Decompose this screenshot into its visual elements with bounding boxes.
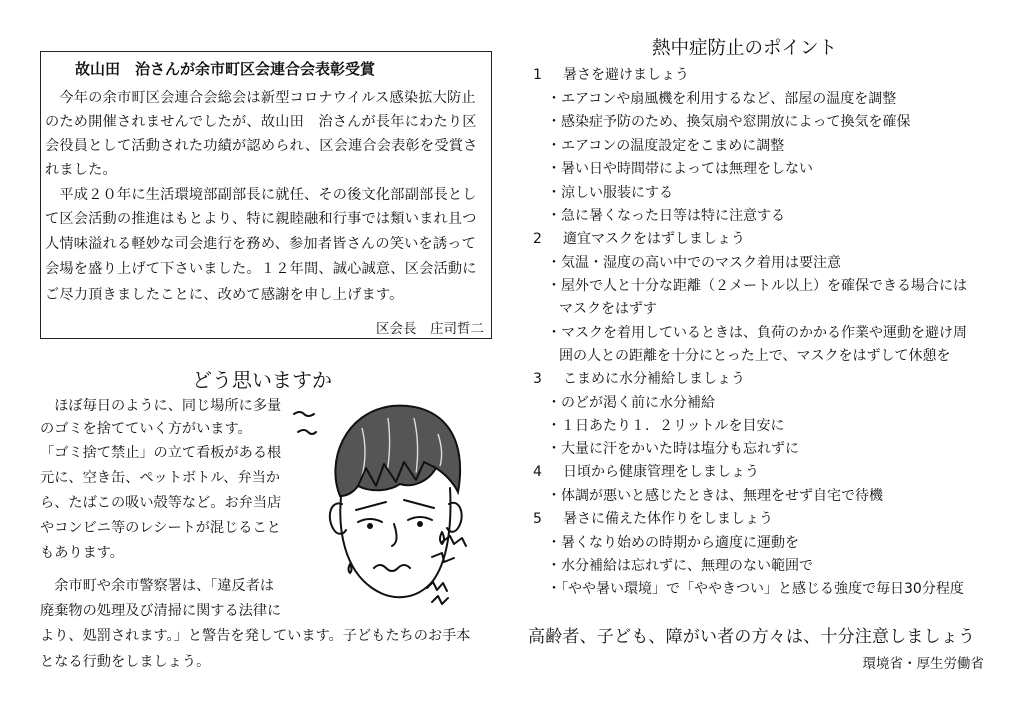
award-line: 会役員として活動された功績が認められ、区会連合会表彰を受賞さ <box>45 138 478 154</box>
ministry-credit: 環境省・厚生労働省 <box>862 656 984 672</box>
award-line: のため開催されませんでしたが、故山田 治さんが長年にわたり区 <box>45 114 477 130</box>
opinion-title: どう思いますか <box>192 368 332 392</box>
award-line: 会場を盛り上げて下さいました。１２年間、誠心誠意、区会活動に <box>45 261 477 277</box>
opinion-line: より、処罰されます。」と警告を発しています。子どもたちのお手本 <box>40 628 471 644</box>
opinion-line: 元に、空き缶、ペットボトル、弁当か <box>40 470 281 486</box>
award-line: 平成２０年に生活環境部副部長に就任、その後文化部副部長とし <box>45 187 477 203</box>
opinion-line: やコンビニ等のレシートが混じること <box>40 520 281 536</box>
list-item: ・涼しい服装にする <box>547 185 673 201</box>
opinion-line: ほぼ毎日のように、同じ場所に多量 <box>40 398 282 414</box>
opinion-line: 廃棄物の処理及び清掃に関する法律に <box>40 603 282 619</box>
list-item: ・１日あたり１．２リットルを目安に <box>547 418 785 434</box>
opinion-line: 「ゴミ捨て禁止」の立て看板がある根 <box>40 445 282 461</box>
list-item-continued: マスクをはずす <box>559 301 657 317</box>
section-heading: 4 日頃から健康管理をしましょう <box>533 464 759 480</box>
section-heading: 2 適宜マスクをはずしましょう <box>533 231 745 247</box>
list-item: ・体調が悪いと感じたときは、無理をせず自宅で待機 <box>547 488 883 504</box>
award-line: 人情味溢れる軽妙な司会進行を務め、参加者皆さんの笑いを誘って <box>45 236 477 252</box>
opinion-line: ら、たばこの吸い殻等など。お弁当店 <box>40 495 282 511</box>
section-heading: 3 こまめに水分補給しましょう <box>533 371 745 387</box>
list-item: ・屋外で人と十分な距離（２メートル以上）を確保できる場合には <box>547 278 967 294</box>
award-line: ご尽力頂きましたことに、改めて感謝を申し上げます。 <box>45 287 404 303</box>
list-item: ・暑い日や時間帯によっては無理をしない <box>547 161 813 177</box>
opinion-line: 余市町や余市警察署は、「違反者は <box>40 578 275 594</box>
award-line: て区会活動の推進はもとより、特に親睦融和行事では類いまれ且つ <box>45 211 477 227</box>
list-item: ・感染症予防のため、換気扇や窓開放によって換気を確保 <box>547 114 911 130</box>
worried-man-illustration <box>292 392 514 620</box>
list-item: ・水分補給は忘れずに、無理のない範囲で <box>547 558 813 574</box>
list-item: ・エアコンの温度設定をこまめに調整 <box>547 138 785 154</box>
section-heading: 5 暑さに備えた体作りをしましょう <box>533 511 773 527</box>
award-line: 今年の余市町区会連合会総会は新型コロナウイルス感染拡大防止 <box>45 90 476 106</box>
list-item: ・大量に汗をかいた時は塩分も忘れずに <box>547 441 799 457</box>
award-line: れました。 <box>45 162 117 178</box>
list-item-continued: 囲の人との距離を十分にとった上で、マスクをはずして休憩を <box>559 348 951 364</box>
heatstroke-footer: 高齢者、子ども、障がい者の方々は、十分注意しましょう <box>528 627 976 647</box>
list-item: ・急に暑くなった日等は特に注意する <box>547 208 785 224</box>
list-item: ・「やや暑い環境」で「ややきつい」と感じる強度で毎日30分程度 <box>547 581 964 597</box>
list-item: ・のどが渇く前に水分補給 <box>547 395 715 411</box>
list-item: ・気温・湿度の高い中でのマスク着用は要注意 <box>547 255 841 271</box>
opinion-line: となる行動をしましょう。 <box>40 654 211 670</box>
section-heading: 1 暑さを避けましょう <box>533 67 689 83</box>
opinion-line: のゴミを捨てていく方がいます。 <box>40 421 252 437</box>
list-item: ・暑くなり始めの時期から適度に運動を <box>547 535 799 551</box>
list-item: ・マスクを着用しているときは、負荷のかかる作業や運動を避け周 <box>547 325 967 341</box>
list-item: ・エアコンや扇風機を利用するなど、部屋の温度を調整 <box>547 91 897 107</box>
award-title: 故山田 治さんが余市町区会連合会表彰受賞 <box>75 60 376 78</box>
award-signature: 区会長 庄司哲二 <box>376 321 484 337</box>
heatstroke-title: 熱中症防止のポイント <box>652 38 838 59</box>
opinion-line: もあります。 <box>40 545 124 561</box>
